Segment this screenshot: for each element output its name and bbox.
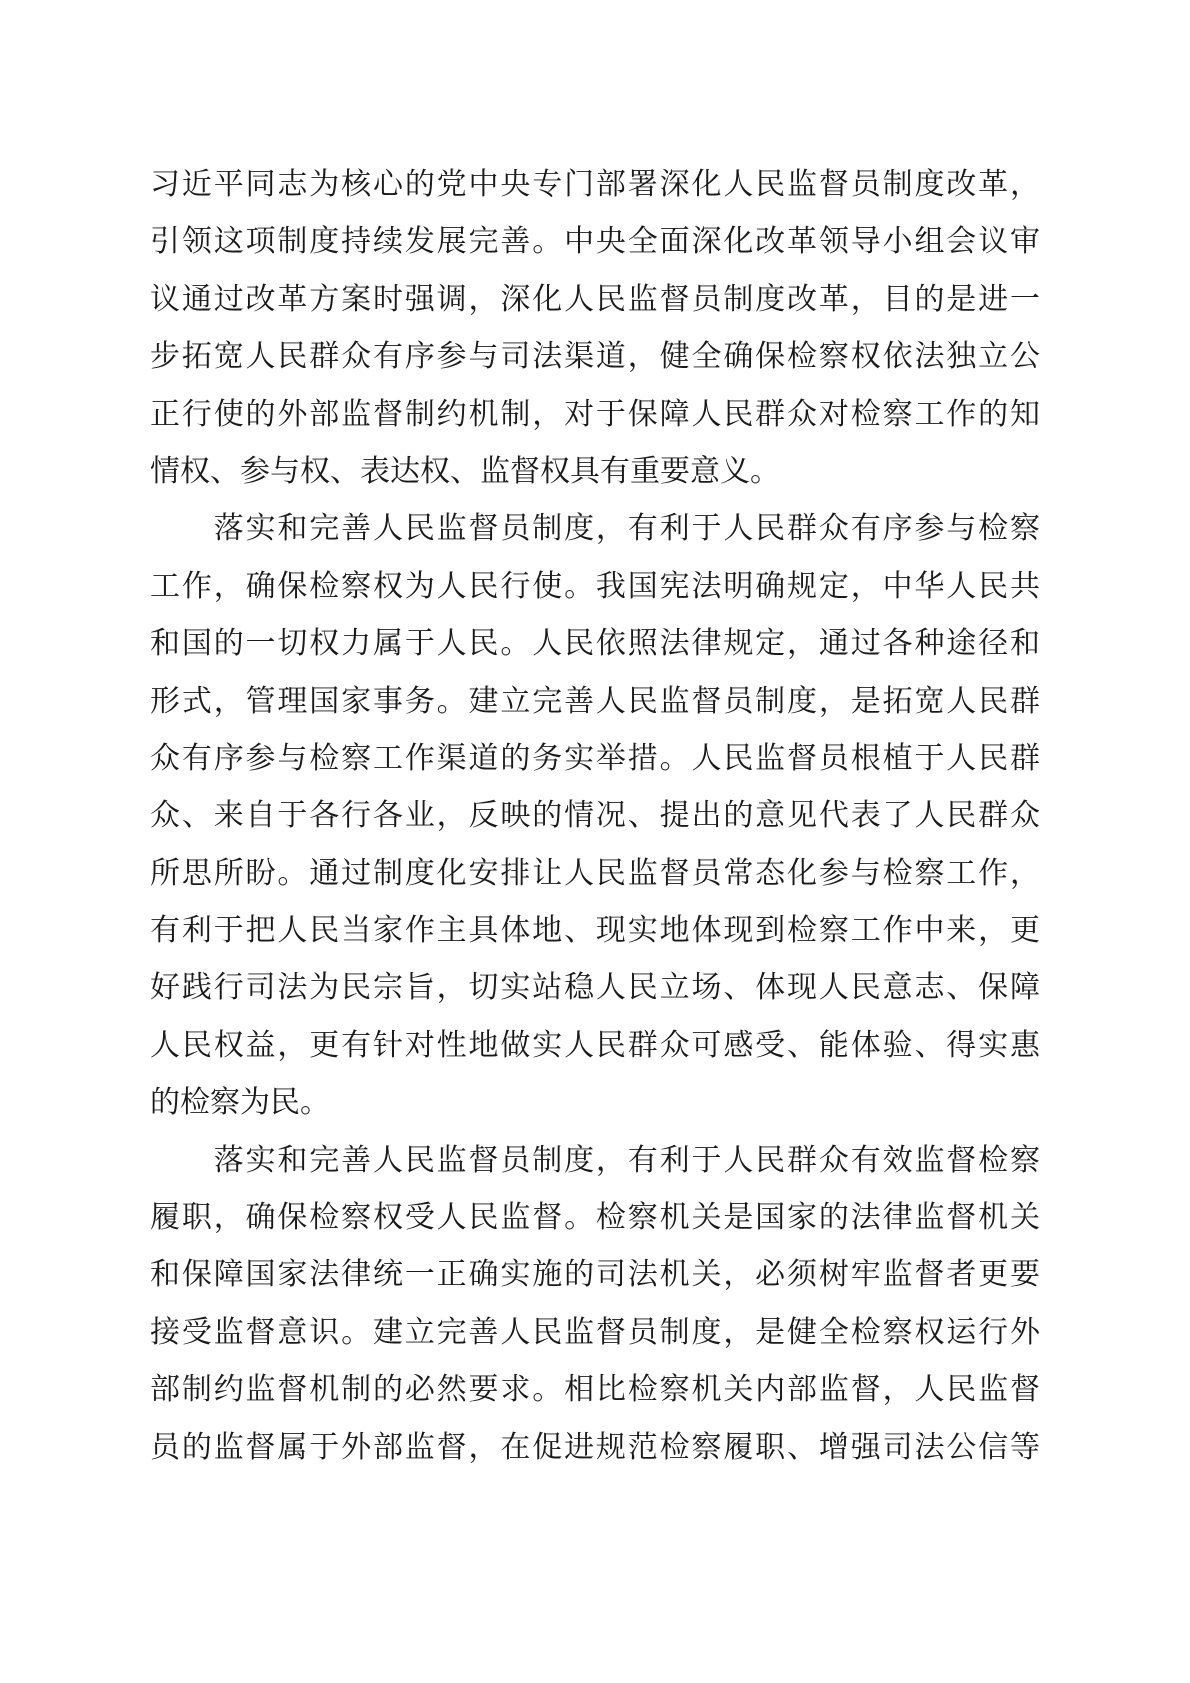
text-line: 接受监督意识。建立完善人民监督员制度，是健全检察权运行外	[150, 1314, 1040, 1350]
body-text	[150, 156, 1040, 1476]
paragraph-2	[150, 500, 1040, 1131]
text-line: 和国的一切权力属于人民。人民依照法律规定，通过各种途径和	[150, 626, 1040, 662]
text-line: 众、来自于各行各业，反映的情况、提出的意见代表了人民群众	[150, 798, 1040, 834]
text-line: 落实和完善人民监督员制度，有利于人民群众有序参与检察	[150, 511, 1040, 547]
text-line: 步拓宽人民群众有序参与司法渠道，健全确保检察权依法独立公	[150, 339, 1040, 375]
text-line: 员的监督属于外部监督，在促进规范检察履职、增强司法公信等	[150, 1429, 1040, 1465]
text-line: 人民权益，更有针对性地做实人民群众可感受、能体验、得实惠	[150, 1027, 1040, 1063]
text-line: 众有序参与检察工作渠道的务实举措。人民监督员根植于人民群	[150, 740, 1040, 776]
text-line: 落实和完善人民监督员制度，有利于人民群众有效监督检察	[150, 1142, 1040, 1178]
text-line: 和保障国家法律统一正确实施的司法机关，必须树牢监督者更要	[150, 1257, 1040, 1293]
text-line: 形式，管理国家事务。建立完善人民监督员制度，是拓宽人民群	[150, 683, 1040, 719]
paragraph-1	[150, 156, 1040, 500]
text-line: 引领这项制度持续发展完善。中央全面深化改革领导小组会议审	[150, 224, 1040, 260]
text-line: 所思所盼。通过制度化安排让人民监督员常态化参与检察工作，	[150, 855, 1040, 891]
text-line: 部制约监督机制的必然要求。相比检察机关内部监督，人民监督	[150, 1372, 1040, 1408]
text-line: 好践行司法为民宗旨，切实站稳人民立场、体现人民意志、保障	[150, 970, 1040, 1006]
paragraph-3	[150, 1132, 1040, 1476]
text-line: 履职，确保检察权受人民监督。检察机关是国家的法律监督机关	[150, 1200, 1040, 1236]
text-line: 正行使的外部监督制约机制，对于保障人民群众对检察工作的知	[150, 396, 1040, 432]
text-line: 习近平同志为核心的党中央专门部署深化人民监督员制度改革，	[150, 167, 1040, 202]
text-line: 有利于把人民当家作主具体地、现实地体现到检察工作中来，更	[150, 913, 1040, 949]
text-line: 情权、参与权、表达权、监督权具有重要意义。	[150, 453, 780, 489]
text-line: 工作，确保检察权为人民行使。我国宪法明确规定，中华人民共	[150, 568, 1040, 604]
text-line: 议通过改革方案时强调，深化人民监督员制度改革，目的是进一	[150, 281, 1040, 317]
text-line: 的检察为民。	[150, 1085, 330, 1121]
